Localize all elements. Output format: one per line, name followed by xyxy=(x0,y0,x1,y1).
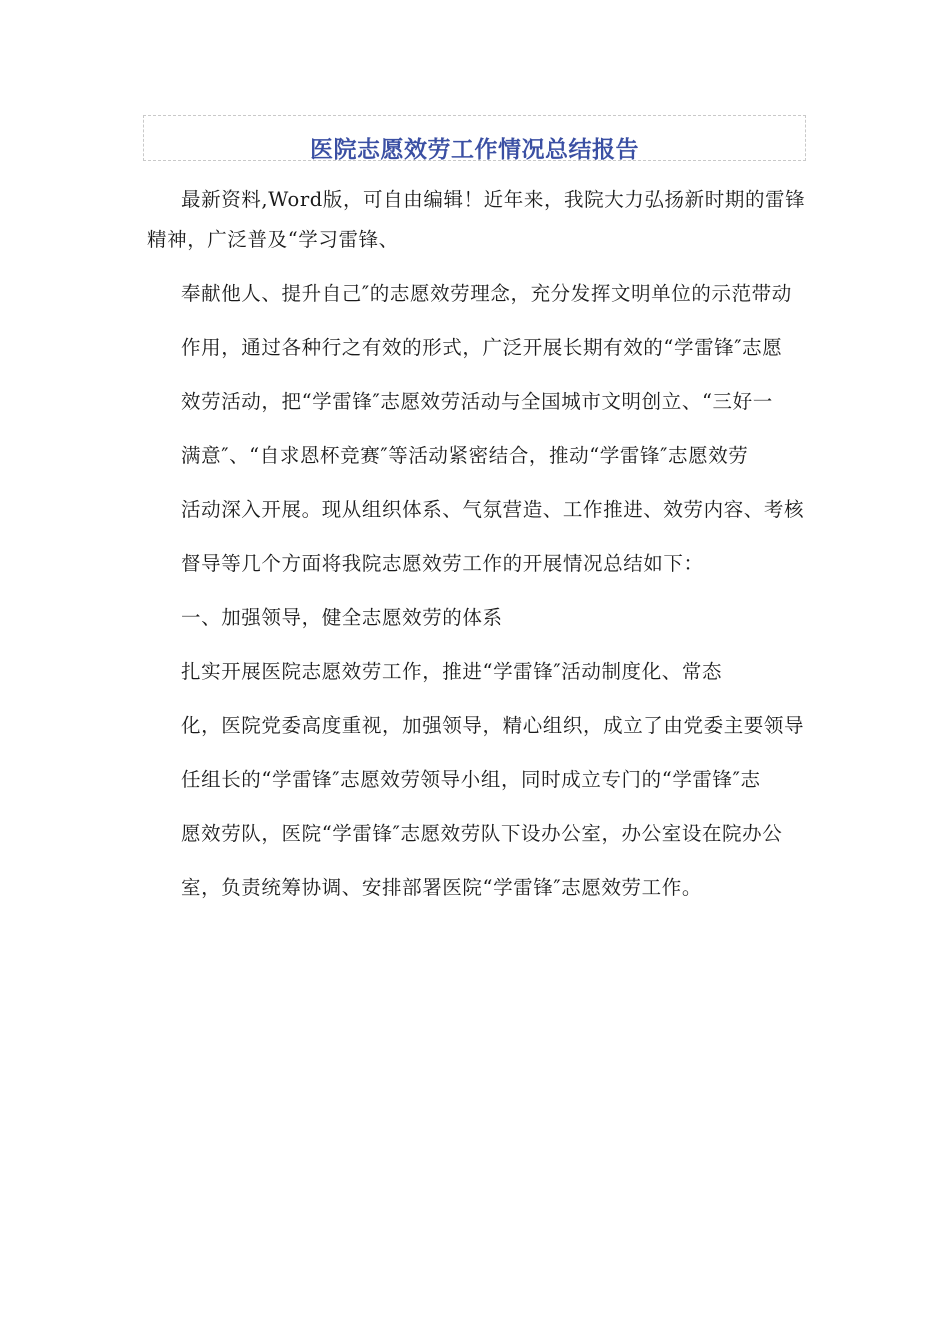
paragraph-12: 室，负责统筹协调、安排部署医院“学雷锋″志愿效劳工作。 xyxy=(181,876,702,899)
paragraph-9: 化，医院党委高度重视，加强领导，精心组织，成立了由党委主要领导 xyxy=(181,714,805,737)
paragraph-1: 最新资料,Word版，可自由编辑！近年来，我院大力弘扬新时期的雷锋精神，广泛普及“学习雷锋、 xyxy=(147,188,806,251)
document-body xyxy=(147,180,809,908)
paragraph-5: 满意″、“自求恩杯竞赛″等活动紧密结合，推动“学雷锋″志愿效劳 xyxy=(181,444,749,467)
paragraph-7: 督导等几个方面将我院志愿效劳工作的开展情况总结如下： xyxy=(181,552,704,575)
paragraph-2: 奉献他人、提升自己″的志愿效劳理念，充分发挥文明单位的示范带动 xyxy=(181,282,792,305)
section-heading-1: 一、加强领导，健全志愿效劳的体系 xyxy=(181,606,503,629)
paragraph-8: 扎实开展医院志愿效劳工作，推进“学雷锋″活动制度化、常态 xyxy=(181,660,723,683)
paragraph-6: 活动深入开展。现从组织体系、气氛营造、工作推进、效劳内容、考核 xyxy=(181,498,805,521)
document-title: 医院志愿效劳工作情况总结报告 xyxy=(310,137,639,163)
paragraph-4: 效劳活动，把“学雷锋″志愿效劳活动与全国城市文明创立、“三好一 xyxy=(181,390,773,413)
paragraph-3: 作用，通过各种行之有效的形式，广泛开展长期有效的“学雷锋″志愿 xyxy=(181,336,783,359)
paragraph-11: 愿效劳队，医院“学雷锋″志愿效劳队下设办公室，办公室设在院办公 xyxy=(181,822,783,845)
paragraph-10: 任组长的“学雷锋″志愿效劳领导小组，同时成立专门的“学雷锋″志 xyxy=(181,768,761,791)
